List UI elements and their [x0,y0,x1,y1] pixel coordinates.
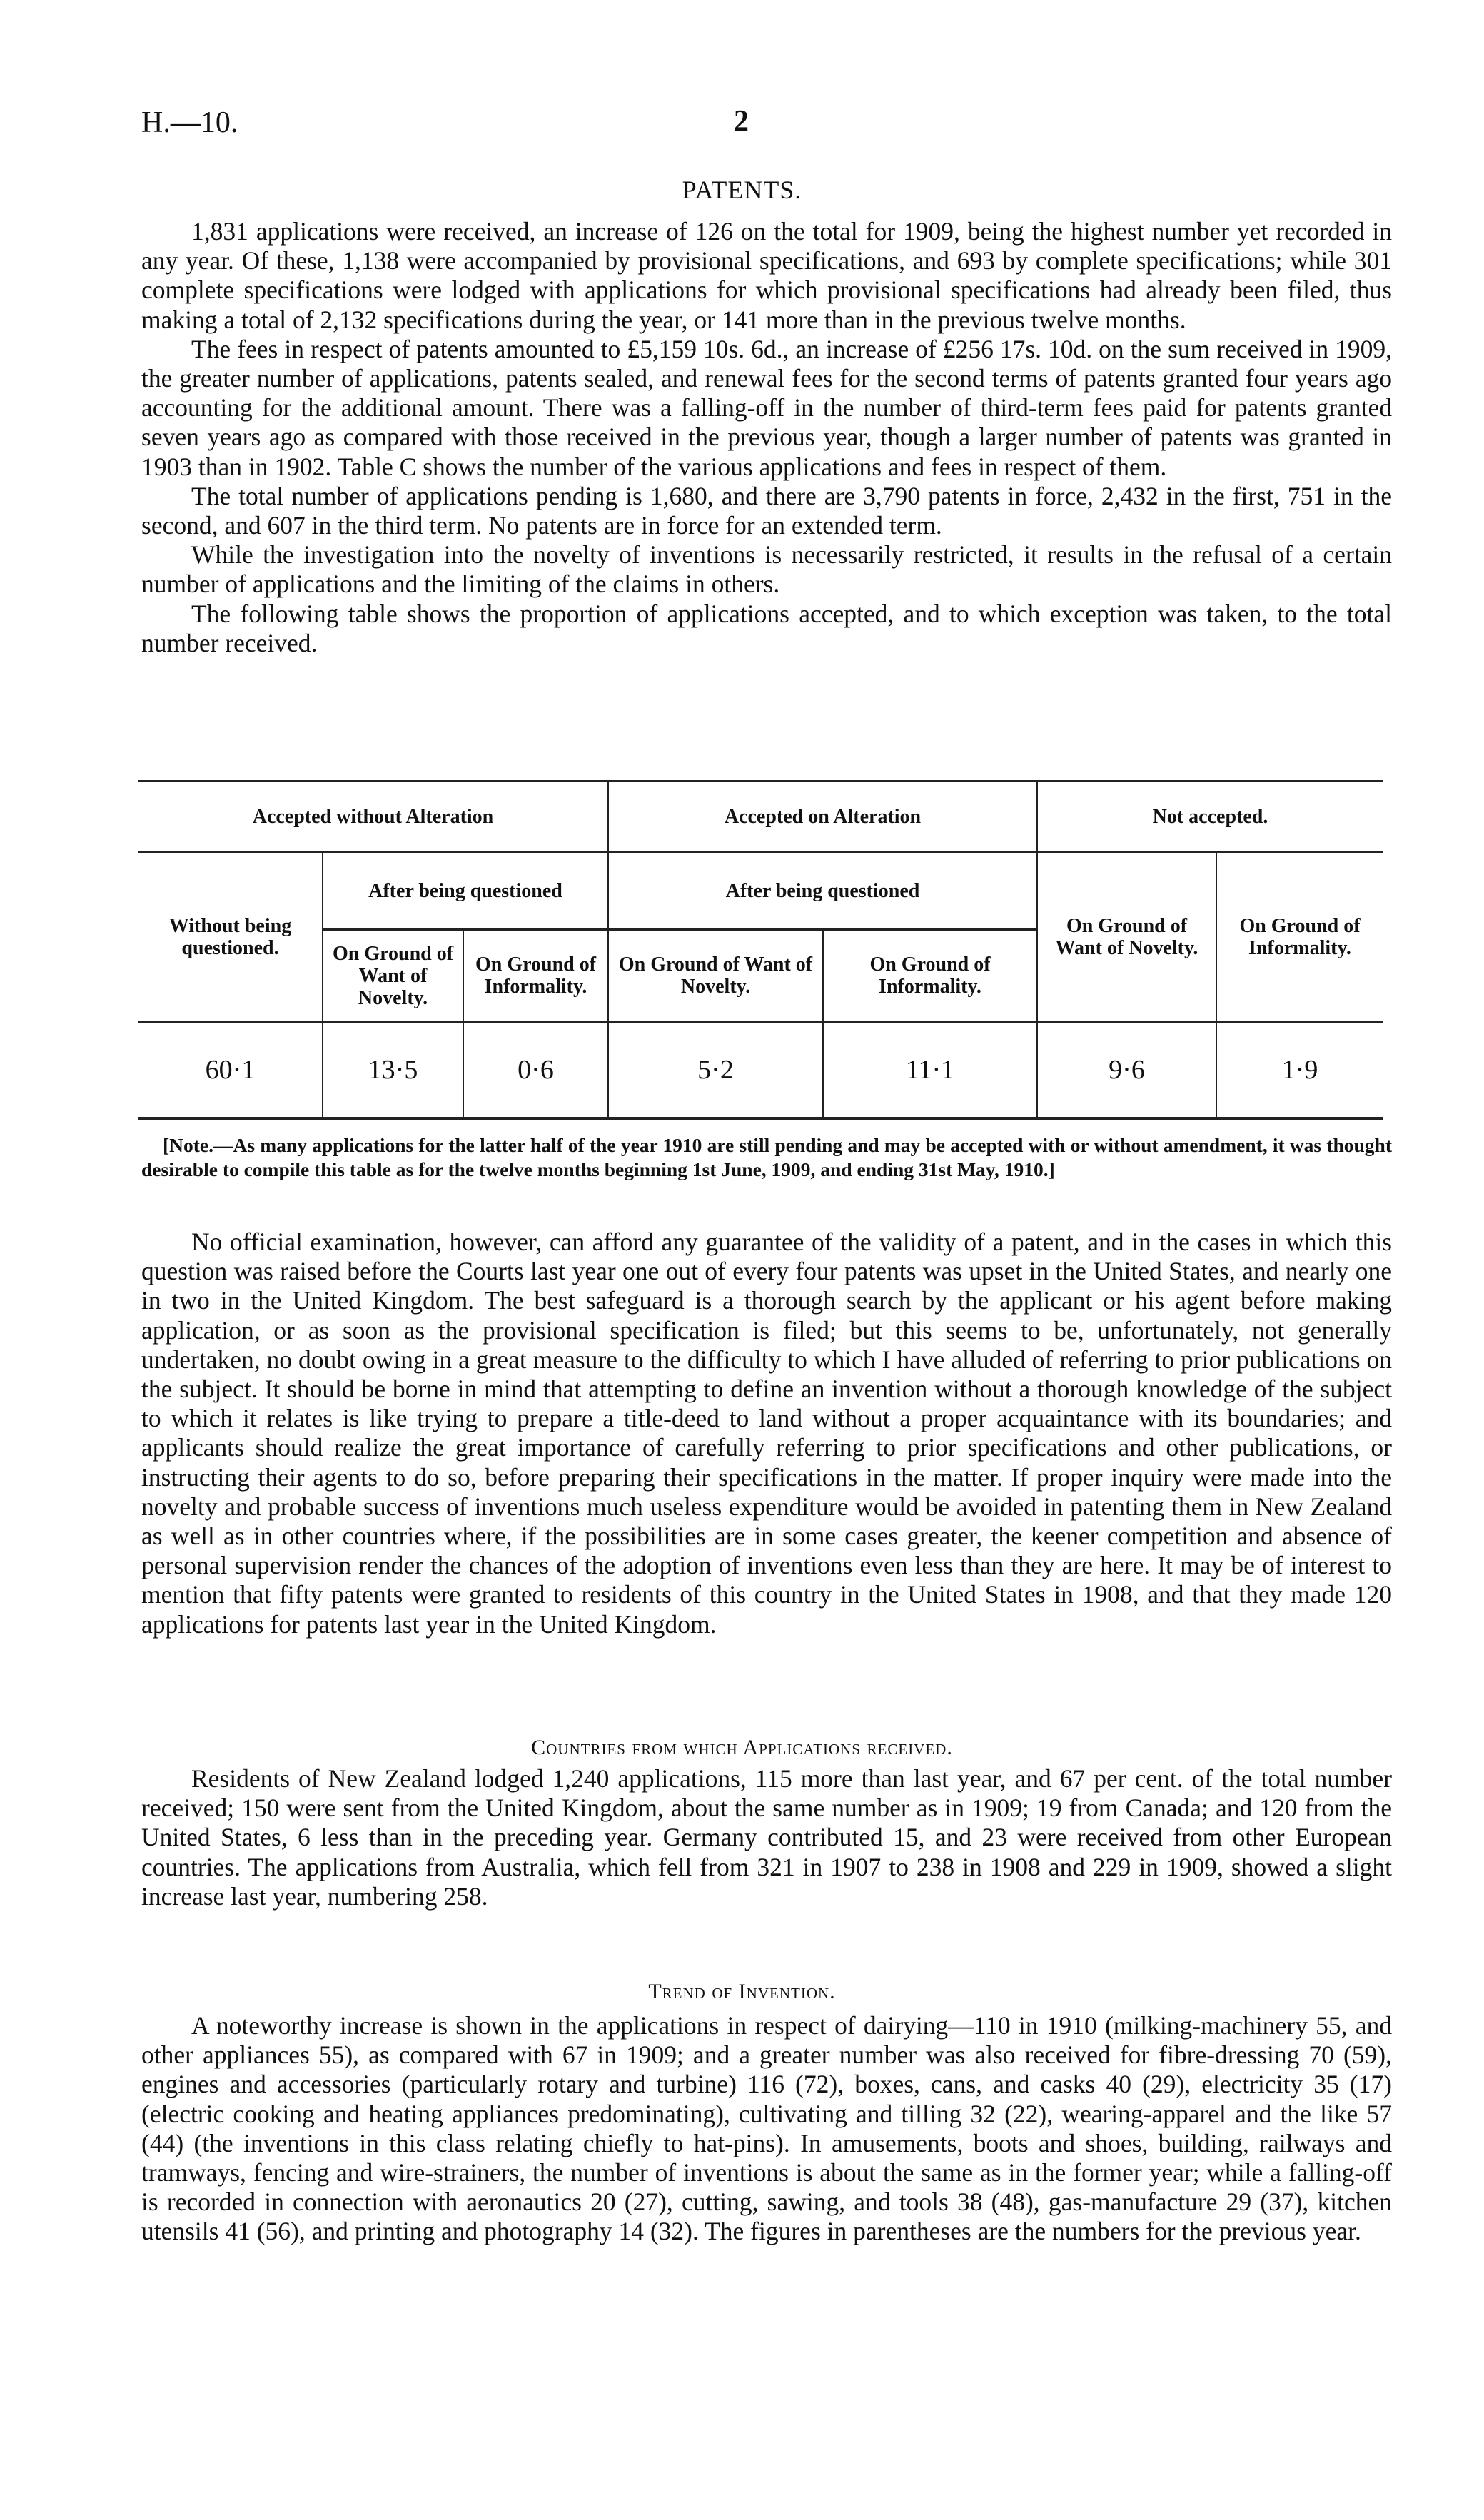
intro-section [141,217,1392,658]
header-without-alteration-novelty: On Ground of Want of Novelty. [323,930,463,1022]
trend-heading: Trend of Invention. [648,1980,836,2003]
table-note [141,1133,1392,1182]
paragraph-examination: No official examination, however, can afford any guarantee of the validity of a patent, and in the cases in which this question was raised before the Courts last year one out of every four patents was upset in the United States, and nearly one in two in the United Kingdom. The best safeguard is a thorough search by the applicant or his agent before making application, or as soon as the provisional specification is filed; but this seems to be, unfortunately, not generally undertaken, no doubt owing in a great measure to the difficulty to which I have alluded of referring to prior publications on the subject. It should be borne in mind that attempting to define an invention without a thorough knowledge of the subject to which it relates is like trying to prepare a title-deed to land without a proper acquaintance with its boundaries; and applicants should realize the great importance of carefully referring to prior specifications and other publications, or instructing their agents to do so, before preparing their specifications in the matter. If proper inquiry were made into the novelty and probable success of inventions much useless expenditure would be avoided in patenting them in New Zealand as well as in other countries where, if the possibilities are in some cases greater, the keener competition and absence of personal supervision render the chances of the adoption of inventions even less than they are here. It may be of interest to mention that fifty patents were granted to residents of this country in the United States in 1908, and that they made 120 applications for patents last year in the United Kingdom. [141,1228,1392,1639]
document-code: H.—10. [141,106,238,139]
paragraph-countries: Residents of New Zealand lodged 1,240 applications, 115 more than last year, and 67 per cent. of the total number received; 150 were sent from the United Kingdom, about the same number as in 1909; 19 from Canada; and 120 from the United States, 6 less than in the preceding year. Germany contributed 15, and 23 were received from other European countries. The applications from Australia, which fell from 321 in 1907 to 238 in 1908 and 229 in 1909, showed a slight increase last year, numbering 258. [141,1764,1392,1911]
acceptance-table [138,780,1383,1120]
note-text: [Note.—As many applications for the latter half of the year 1910 are still pending and may be accepted with or without amendment, it was thought desirable to compile this table as for the twelve months beginning 1st June, 1909, and ending 31st May, 1910.] [141,1134,1392,1180]
header-without-questioned: Without being questioned. [138,852,323,1022]
header-not-accepted-novelty: On Ground of Want of Novelty. [1037,852,1216,1022]
table-cell: 11·1 [823,1022,1037,1119]
paragraph-applications: 1,831 applications were received, an increase of 126 on the total for 1909, being the highest number yet recorded in any year. Of these, 1,138 were accompanied by provisional specifications, and 693 by complete specifications; while 301 complete specifications were lodged with applications for which provisional specifications had already been filed, thus making a total of 2,132 specifications during the year, or 141 more than in the previous twelve months. [141,217,1392,334]
table-cell: 1·9 [1216,1022,1383,1119]
table-cell: 13·5 [323,1022,463,1119]
header-after-questioned: After being questioned [323,852,608,930]
header-on-alteration-informality: On Ground of Informality. [823,930,1037,1022]
paragraph-investigation: While the investigation into the novelty of inventions is necessarily restricted, it results in the refusal of a certain number of applications and the limiting of the claims in others. [141,540,1392,599]
paragraph-table-intro: The following table shows the proportion of applications accepted, and to which exception was taken, to the total number received. [141,599,1392,657]
page-title: PATENTS. [682,176,802,204]
countries-section [141,1764,1392,1911]
table-cell: 0·6 [463,1022,608,1119]
paragraph-trend: A noteworthy increase is shown in the applications in respect of dairying—110 in 1910 (milking-machinery 55, and other appliances 55), as compared with 67 in 1909; and a greater number was also received for fibre-dressing 70 (59), engines and accessories (particularly rotary and turbine) 116 (72), boxes, cans, and casks 40 (29), electricity 35 (17) (electric cooking and heating appliances predominating), cultivating and tilling 32 (22), wearing-apparel and the like 57 (44) (the inventions in this class relating chiefly to hat-pins). In amusements, boots and shoes, building, railways and tramways, fencing and wire-strainers, the number of inventions is about the same as in the former year; while a falling-off is recorded in connection with aeronautics 20 (27), cutting, sawing, and tools 38 (48), gas-manufacture 29 (37), kitchen utensils 41 (56), and printing and photography 14 (32). The figures in parentheses are the numbers for the previous year. [141,2011,1392,2246]
header-on-alteration-novelty: On Ground of Want of Novelty. [608,930,823,1022]
paragraph-pending: The total number of applications pending is 1,680, and there are 3,790 patents in force, 2,432 in the first, 751 in the second, and 607 in the third term. No patents are in force for an extended term. [141,481,1392,540]
group-header-accepted-without-alteration: Accepted without Alteration [138,781,608,852]
page-number: 2 [734,105,749,138]
group-header-accepted-on-alteration: Accepted on Alteration [608,781,1037,852]
table-row [138,1022,1383,1119]
header-after-questioned: After being questioned [608,852,1037,930]
examination-section [141,1228,1392,1639]
header-not-accepted-informality: On Ground of Informality. [1216,852,1383,1022]
countries-heading: Countries from which Applications received. [531,1736,953,1759]
table-cell: 9·6 [1037,1022,1216,1119]
table-cell: 60·1 [138,1022,323,1119]
group-header-not-accepted: Not accepted. [1037,781,1383,852]
table-cell: 5·2 [608,1022,823,1119]
trend-section [141,2011,1392,2247]
paragraph-fees: The fees in respect of patents amounted to £5,159 10s. 6d., an increase of £256 17s. 10d. on the sum received in 1909, the greater number of applications, patents sealed, and renewal fees for the second terms of patents granted four years ago accounting for the additional amount. There was a falling-off in the number of third-term fees paid for patents granted seven years ago as compared with those received in the previous year, though a larger number of patents was granted in 1903 than in 1902. Table C shows the number of the various applications and fees in respect of them. [141,334,1392,481]
header-without-alteration-informality: On Ground of Informality. [463,930,608,1022]
